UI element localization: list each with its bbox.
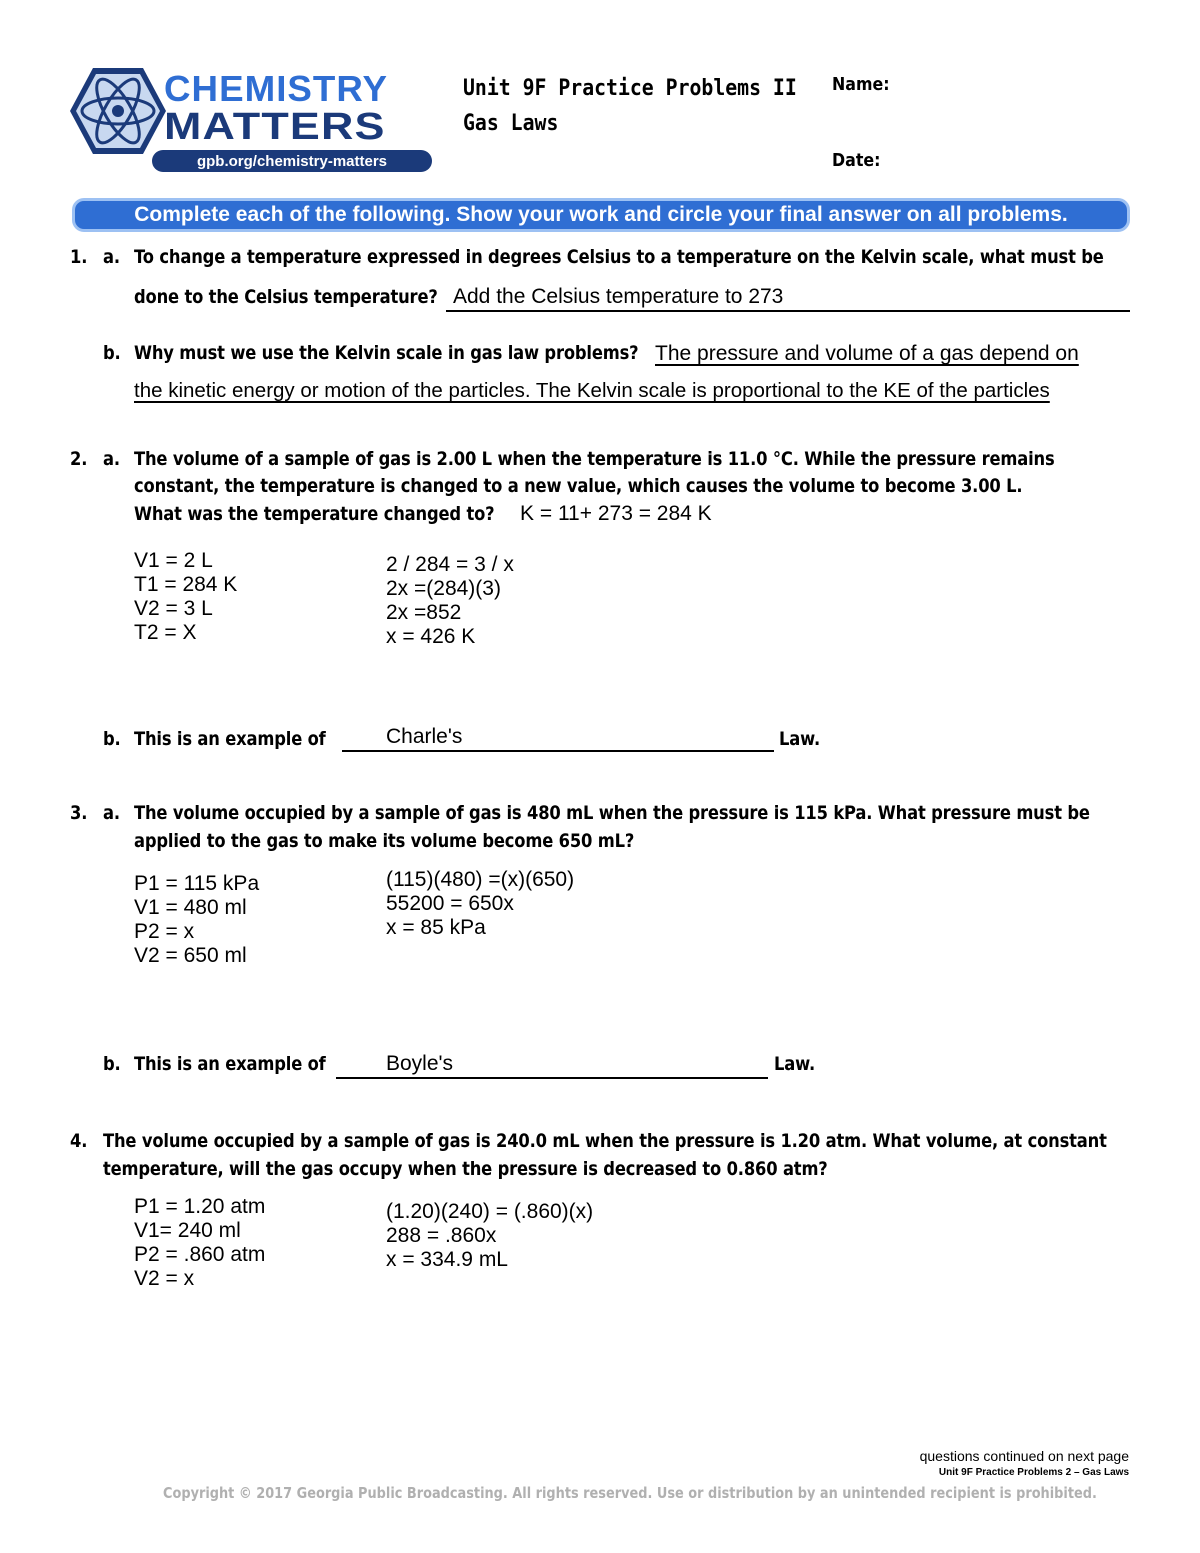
q1-number: 1. <box>70 246 88 268</box>
q1-a-text-line2: done to the Celsius temperature? <box>134 286 438 308</box>
logo-url-pill <box>152 150 432 172</box>
q2-a-letter: a. <box>103 448 120 470</box>
q2-givens <box>134 549 237 645</box>
work-line: 288 = .860x <box>386 1224 497 1247</box>
given-line: V1= 240 ml <box>134 1219 241 1242</box>
logo-url: gpb.org/chemistry-matters <box>196 152 388 170</box>
q3-work <box>386 868 574 940</box>
q1-b-answer-line2: the kinetic energy or motion of the particles. The Kelvin scale is proportional to the KE of the particles <box>134 379 1050 402</box>
q2-a-text-line1: The volume of a sample of gas is 2.00 L when the temperature is 11.0 °C. While the pressure remains <box>134 448 1055 470</box>
q2-a-text-line3: What was the temperature changed to? <box>134 503 495 525</box>
work-line: 2x =(284)(3) <box>386 577 501 600</box>
q3-a-letter: a. <box>103 802 120 824</box>
q4-number: 4. <box>70 1130 88 1152</box>
page-reference: Unit 9F Practice Problems 2 – Gas Laws <box>938 1467 1129 1478</box>
q2-a-conversion: K = 11+ 273 = 284 K <box>520 502 712 525</box>
q3-number: 3. <box>70 802 88 824</box>
q2-work <box>386 553 514 649</box>
q2-b-answer: Charle's <box>386 725 463 748</box>
given-line: P1 = 1.20 atm <box>134 1195 266 1218</box>
q1-b-answer-line1: The pressure and volume of a gas depend on <box>655 342 1079 365</box>
logo <box>66 66 438 176</box>
work-line: x = 334.9 mL <box>386 1248 508 1271</box>
q4-work <box>386 1200 593 1272</box>
instructions-text: Complete each of the following. Show your work and circle your final answer on all problems. <box>134 203 1068 226</box>
q1-a-text-line1: To change a temperature expressed in degrees Celsius to a temperature on the Kelvin scale, what must be <box>134 246 1104 268</box>
q3-a-text-line1: The volume occupied by a sample of gas is 480 mL when the pressure is 115 kPa. What pressure must be <box>134 802 1090 824</box>
copyright-notice: Copyright © 2017 Georgia Public Broadcasting. All rights reserved. Use or distribution by an unintended recipient is prohibited. <box>163 1484 1097 1502</box>
q3-a-text-line2: applied to the gas to make its volume become 650 mL? <box>134 830 635 852</box>
given-line: P2 = .860 atm <box>134 1243 266 1266</box>
q3-b-letter: b. <box>103 1053 121 1075</box>
name-label: Name: <box>832 74 890 95</box>
work-line: (115)(480) =(x)(650) <box>386 868 575 891</box>
q2-b-letter: b. <box>103 728 121 750</box>
date-label: Date: <box>832 150 881 171</box>
q2-b-prefix: This is an example of <box>134 728 326 750</box>
work-line: x = 85 kPa <box>386 916 486 939</box>
q3-givens <box>134 872 259 968</box>
given-line: V2 = 3 L <box>134 597 213 620</box>
given-line: P2 = x <box>134 920 195 943</box>
q4-givens <box>134 1195 265 1291</box>
work-line: x = 426 K <box>386 625 476 648</box>
q3-b-answer: Boyle's <box>386 1052 454 1075</box>
given-line: T2 = X <box>134 621 197 644</box>
q2-b-suffix: Law. <box>779 728 821 750</box>
logo-matters-text: MATTERS <box>164 106 386 148</box>
instructions-banner <box>72 198 1130 232</box>
given-line: V2 = 650 ml <box>134 944 247 967</box>
q1-b-text: Why must we use the Kelvin scale in gas law problems? <box>134 342 639 364</box>
given-line: P1 = 115 kPa <box>134 872 260 895</box>
worksheet-subtitle: Gas Laws <box>463 111 559 136</box>
atom-hexagon-icon <box>68 66 168 156</box>
work-line: (1.20)(240) = (.860)(x) <box>386 1200 594 1223</box>
given-line: V1 = 480 ml <box>134 896 247 919</box>
q4-text-line1: The volume occupied by a sample of gas is 240.0 mL when the pressure is 1.20 atm. What volume, at constant <box>103 1130 1107 1152</box>
q3-b-suffix: Law. <box>774 1053 816 1075</box>
given-line: V2 = x <box>134 1267 195 1290</box>
given-line: V1 = 2 L <box>134 549 213 572</box>
q1-b-letter: b. <box>103 342 121 364</box>
q1-a-letter: a. <box>103 246 120 268</box>
given-line: T1 = 284 K <box>134 573 238 596</box>
continued-note: questions continued on next page <box>919 1448 1129 1464</box>
logo-chemistry-text: CHEMISTRY <box>164 68 389 109</box>
q2-number: 2. <box>70 448 88 470</box>
work-line: 2 / 284 = 3 / x <box>386 553 514 576</box>
q4-text-line2: temperature, will the gas occupy when the pressure is decreased to 0.860 atm? <box>103 1158 828 1180</box>
work-line: 55200 = 650x <box>386 892 514 915</box>
work-line: 2x =852 <box>386 601 462 624</box>
q2-a-text-line2: constant, the temperature is changed to a new value, which causes the volume to become 3.00 L. <box>134 475 1023 497</box>
q1-a-answer: Add the Celsius temperature to 273 <box>453 285 784 308</box>
worksheet-title: Unit 9F Practice Problems II <box>463 76 797 101</box>
q3-b-prefix: This is an example of <box>134 1053 326 1075</box>
